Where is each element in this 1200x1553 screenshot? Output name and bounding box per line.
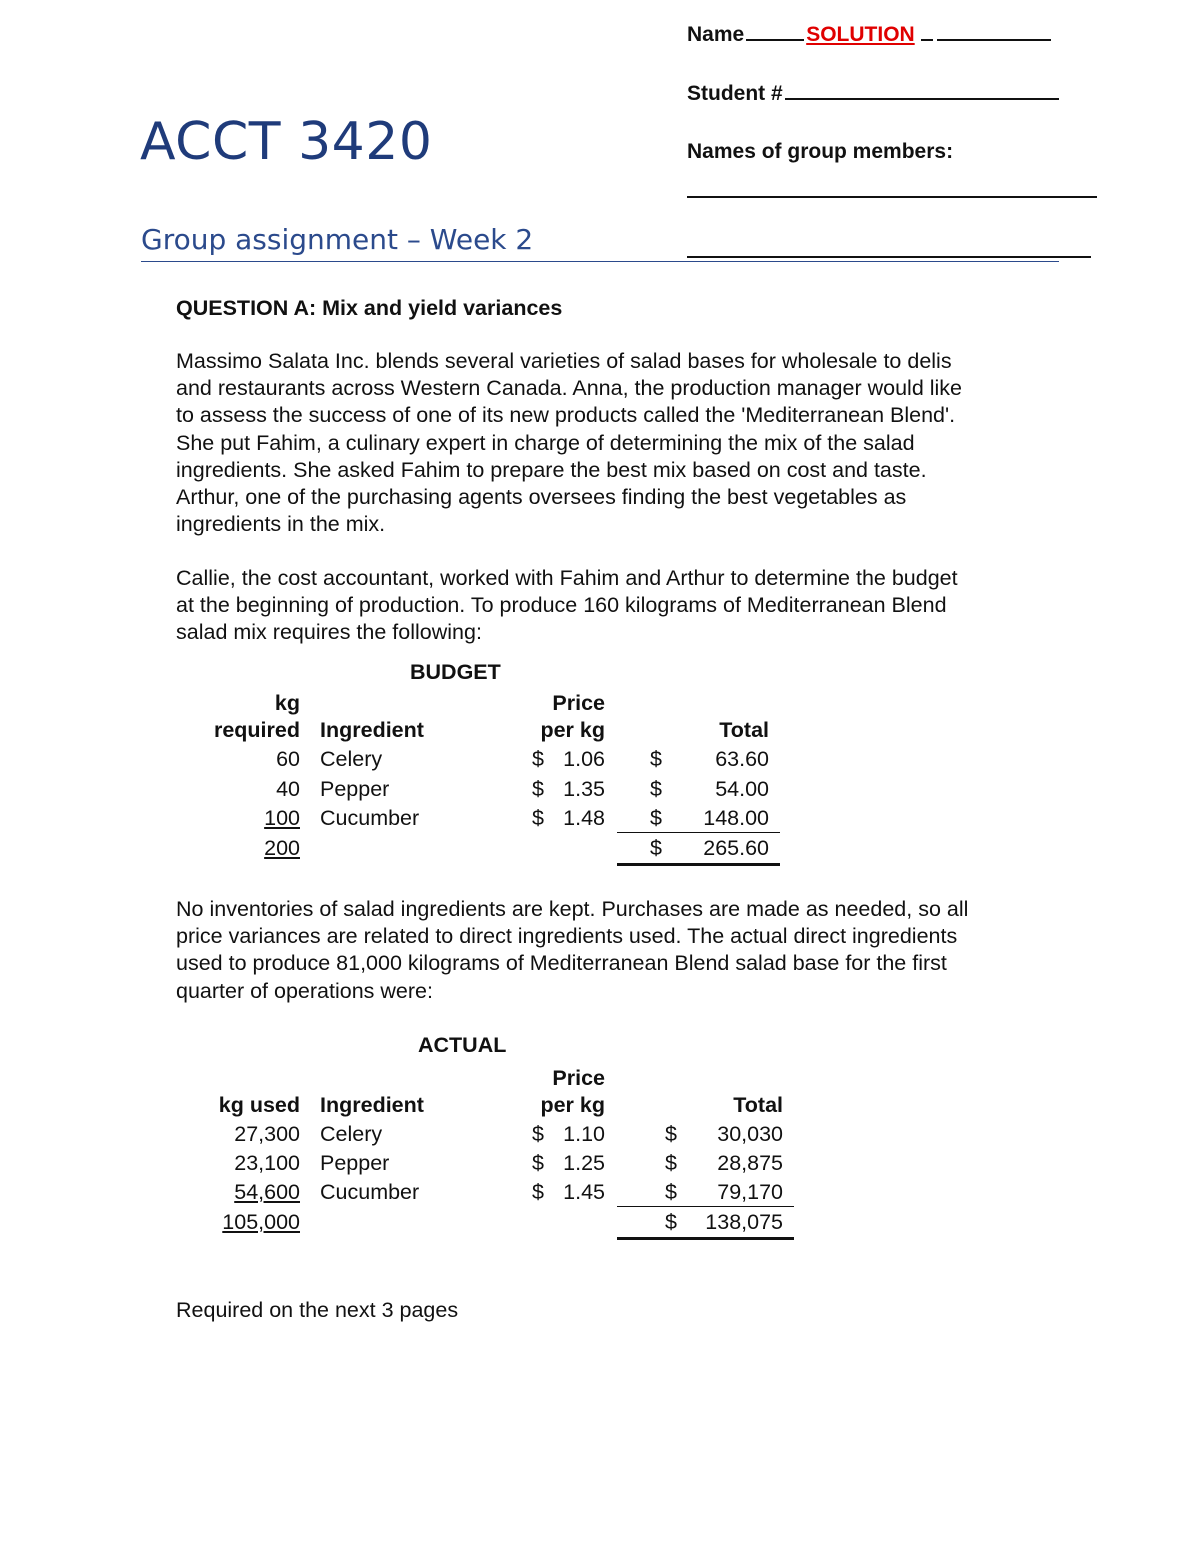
budget-title: BUDGET bbox=[410, 660, 501, 684]
actual-row-price-dollar: $ bbox=[532, 1180, 544, 1204]
actual-row-price: 1.45 bbox=[563, 1180, 605, 1204]
group-member-line-1 bbox=[687, 196, 1097, 198]
budget-row-ingredient: Pepper bbox=[320, 777, 390, 801]
actual-row-total: 79,170 bbox=[717, 1180, 783, 1204]
budget-sum-dollar: $ bbox=[650, 836, 662, 860]
budget-row-price-dollar: $ bbox=[532, 806, 544, 830]
budget-row-price: 1.35 bbox=[563, 777, 605, 801]
para-line: price variances are related to direct ingredients used. The actual direct ingredients bbox=[176, 924, 958, 949]
budget-row-ingredient: Cucumber bbox=[320, 806, 420, 830]
name-blank-line bbox=[746, 21, 804, 41]
budget-sum-kg: 200 bbox=[264, 836, 300, 860]
budget-subtotal-rule bbox=[617, 832, 780, 833]
budget-price-header-2: per kg bbox=[540, 718, 605, 742]
course-code: ACCT 3420 bbox=[140, 112, 433, 172]
actual-row-ingredient: Cucumber bbox=[320, 1180, 420, 1204]
name-label: Name bbox=[687, 23, 745, 46]
budget-total-double-rule bbox=[617, 863, 780, 866]
actual-sum-dollar: $ bbox=[665, 1210, 677, 1234]
actual-row-total: 28,875 bbox=[717, 1151, 783, 1175]
paragraph-actual-intro bbox=[176, 896, 1076, 1005]
para-line: and restaurants across Western Canada. Anna, the production manager would like bbox=[176, 376, 963, 401]
budget-ingredient-header: Ingredient bbox=[320, 718, 424, 742]
footer-note: Required on the next 3 pages bbox=[176, 1298, 459, 1322]
actual-row-total-dollar: $ bbox=[665, 1180, 677, 1204]
budget-kg-header-2: required bbox=[213, 718, 300, 742]
para-line: Massimo Salata Inc. blends several varieties of salad bases for wholesale to delis bbox=[176, 349, 952, 373]
budget-row-price-dollar: $ bbox=[532, 777, 544, 801]
actual-row-kg: 27,300 bbox=[234, 1122, 300, 1146]
budget-row-total: 54.00 bbox=[715, 777, 769, 801]
name-blank-line-2 bbox=[937, 21, 1051, 41]
budget-row-kg: 100 bbox=[264, 806, 300, 830]
group-member-line-2 bbox=[687, 256, 1091, 258]
actual-row-price: 1.25 bbox=[563, 1151, 605, 1175]
actual-title: ACTUAL bbox=[418, 1033, 507, 1057]
budget-total-header: Total bbox=[719, 718, 769, 742]
actual-row-total: 30,030 bbox=[717, 1122, 783, 1146]
actual-row-ingredient: Pepper bbox=[320, 1151, 390, 1175]
budget-row-total-dollar: $ bbox=[650, 777, 662, 801]
actual-total-header: Total bbox=[733, 1093, 783, 1117]
actual-sum-kg: 105,000 bbox=[222, 1210, 300, 1234]
budget-row-kg: 40 bbox=[276, 777, 300, 801]
paragraph-budget-intro bbox=[176, 565, 1076, 647]
para-line: at the beginning of production. To produce 160 kilograms of Mediterranean Blend bbox=[176, 593, 947, 618]
para-line: salad mix requires the following: bbox=[176, 620, 482, 645]
actual-total-double-rule bbox=[617, 1237, 794, 1240]
assignment-subtitle: Group assignment – Week 2 bbox=[141, 223, 534, 256]
actual-sum-total: 138,075 bbox=[705, 1210, 783, 1234]
budget-row-total: 63.60 bbox=[715, 747, 769, 771]
budget-price-header-1: Price bbox=[552, 691, 605, 715]
student-blank-line bbox=[785, 80, 1059, 100]
actual-kg-header: kg used bbox=[218, 1093, 300, 1117]
actual-row-total-dollar: $ bbox=[665, 1151, 677, 1175]
question-title: QUESTION A: Mix and yield variances bbox=[176, 296, 563, 320]
para-line: ingredients. She asked Fahim to prepare the best mix based on cost and taste. bbox=[176, 457, 927, 482]
paragraph-intro bbox=[176, 348, 1076, 538]
actual-subtotal-rule bbox=[617, 1206, 794, 1207]
actual-row-price-dollar: $ bbox=[532, 1122, 544, 1146]
actual-row-total-dollar: $ bbox=[665, 1122, 677, 1146]
actual-row-kg: 23,100 bbox=[234, 1151, 300, 1175]
para-line: to assess the success of one of its new products called the 'Mediterranean Blend'. bbox=[176, 403, 956, 428]
budget-row-total: 148.00 bbox=[703, 806, 769, 830]
student-label: Student # bbox=[687, 82, 783, 105]
actual-row-price-dollar: $ bbox=[532, 1151, 544, 1175]
para-line: quarter of operations were: bbox=[176, 978, 433, 1003]
budget-sum-total: 265.60 bbox=[703, 836, 769, 860]
budget-row-price: 1.48 bbox=[563, 806, 605, 830]
group-members-label: Names of group members: bbox=[687, 140, 954, 163]
para-line: Callie, the cost accountant, worked with Fahim and Arthur to determine the budget bbox=[176, 566, 958, 590]
name-field bbox=[687, 21, 1053, 47]
header-rule bbox=[141, 261, 1059, 262]
budget-kg-header-1: kg bbox=[274, 691, 300, 715]
budget-row-price-dollar: $ bbox=[532, 747, 544, 771]
actual-ingredient-header: Ingredient bbox=[320, 1093, 424, 1117]
para-line: She put Fahim, a culinary expert in charge of determining the mix of the salad bbox=[176, 430, 915, 455]
student-field bbox=[687, 80, 1061, 106]
budget-row-price: 1.06 bbox=[563, 747, 605, 771]
para-line: ingredients in the mix. bbox=[176, 512, 386, 537]
budget-row-total-dollar: $ bbox=[650, 806, 662, 830]
para-line: used to produce 81,000 kilograms of Mediterranean Blend salad base for the first bbox=[176, 951, 947, 976]
actual-row-kg: 54,600 bbox=[234, 1180, 300, 1204]
budget-row-ingredient: Celery bbox=[320, 747, 383, 771]
name-value: SOLUTION bbox=[806, 23, 915, 46]
actual-row-ingredient: Celery bbox=[320, 1122, 383, 1146]
para-line: Arthur, one of the purchasing agents oversees finding the best vegetables as bbox=[176, 485, 907, 510]
name-gap bbox=[921, 21, 933, 41]
para-line: No inventories of salad ingredients are kept. Purchases are made as needed, so all bbox=[176, 897, 969, 921]
actual-price-header-1: Price bbox=[552, 1066, 605, 1090]
actual-price-header-2: per kg bbox=[540, 1093, 605, 1117]
actual-row-price: 1.10 bbox=[563, 1122, 605, 1146]
budget-row-total-dollar: $ bbox=[650, 747, 662, 771]
budget-row-kg: 60 bbox=[276, 747, 300, 771]
